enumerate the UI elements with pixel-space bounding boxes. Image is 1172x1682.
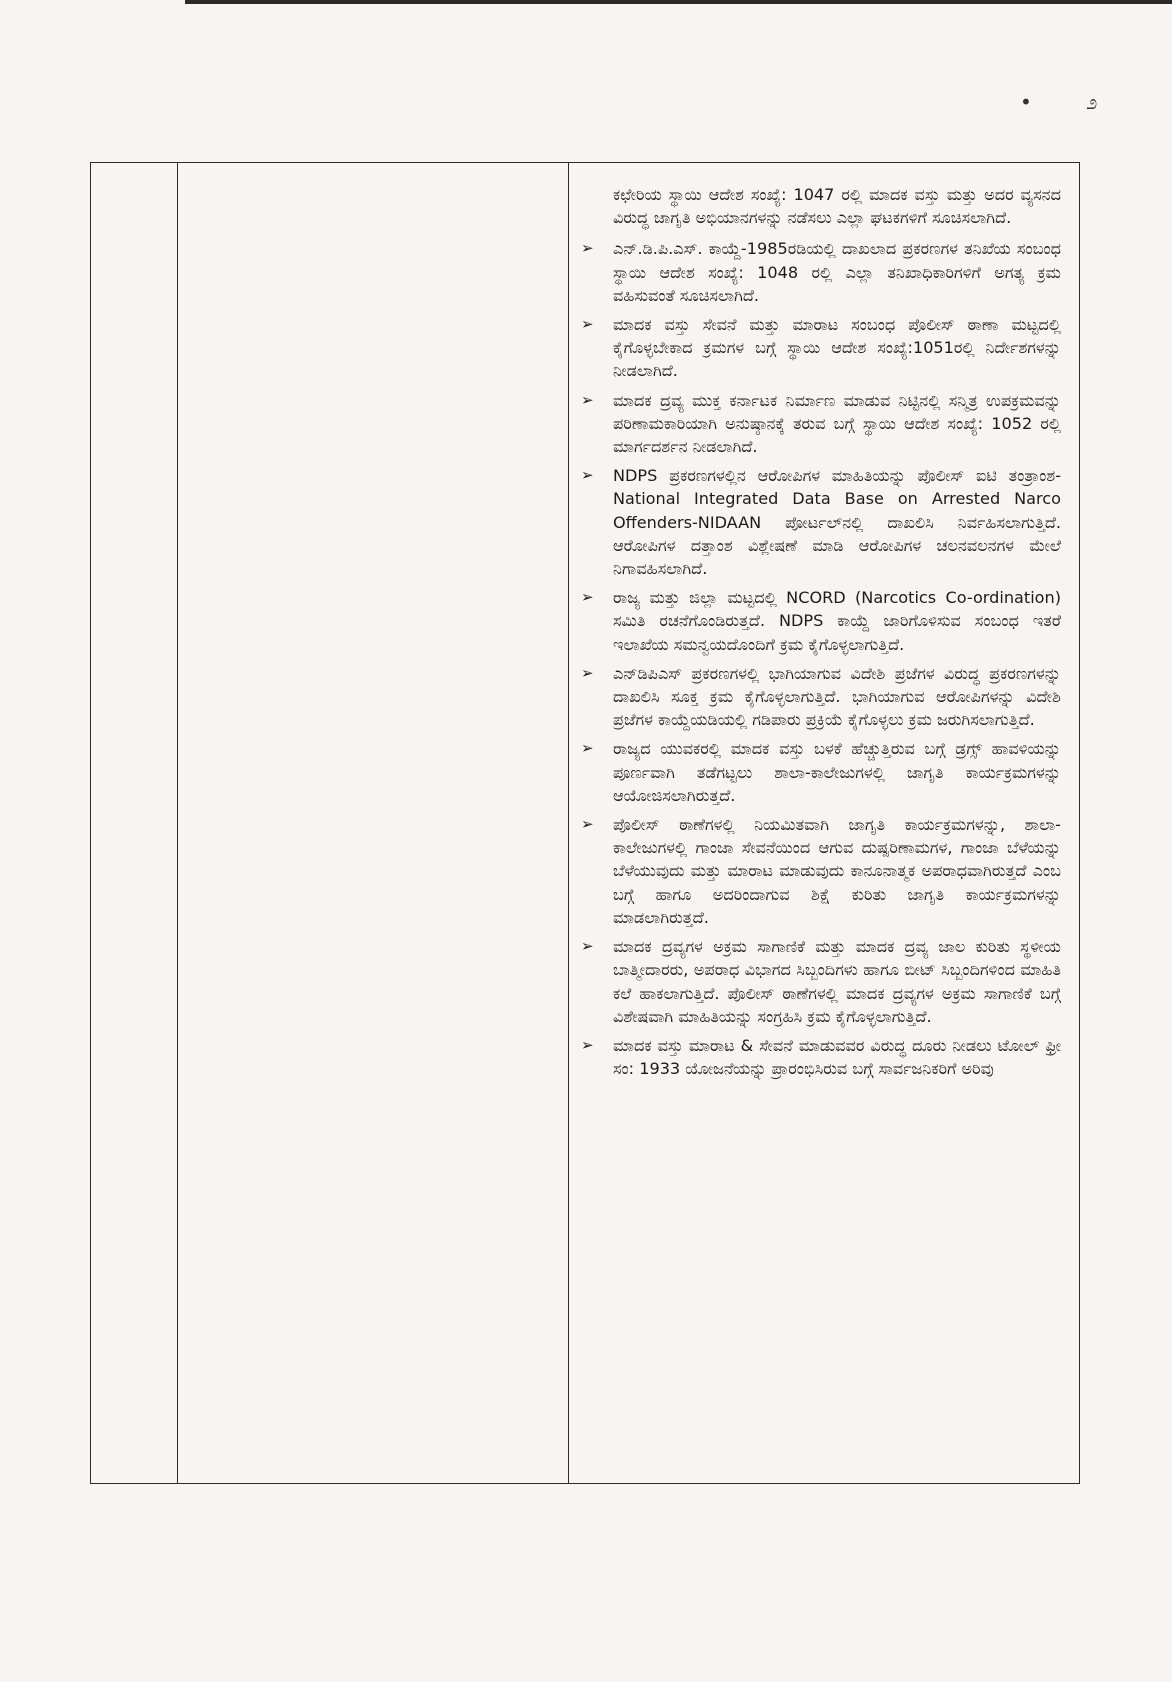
column-divider-2	[568, 163, 569, 1483]
bullet-item	[581, 813, 1061, 929]
arrow-bullet-icon: ➢	[581, 390, 594, 409]
bullet-item	[581, 737, 1061, 807]
bullet-text: ರಾಜ್ಯ ಮತ್ತು ಜಿಲ್ಲಾ ಮಟ್ಟದಲ್ಲಿ NCORD (Narcotics Co-ordination) ಸಮಿತಿ ರಚನೆಗೊಂಡಿರುತ್ತದೆ. NDPS ಕಾಯ್ದೆ ಜಾರಿಗೊಳಿಸುವ ಸಂಬಂಧ ಇತರೆ ಇಲಾಖೆಯ ಸಮನ್ವಯದೊಂದಿಗೆ ಕ್ರಮ ಕೈಗೊಳ್ಳಲಾಗುತ್ತಿದೆ.	[613, 588, 1061, 654]
arrow-bullet-icon: ➢	[581, 315, 594, 334]
bullet-text: ಎನ್.ಡಿ.ಪಿ.ಎಸ್. ಕಾಯ್ದೆ-1985ರಡಿಯಲ್ಲಿ ದಾಖಲಾದ ಪ್ರಕರಣಗಳ ತನಿಖೆಯ ಸಂಬಂಧ ಸ್ಥಾಯಿ ಆದೇಶ ಸಂಖ್ಯೆ: 1048 ರಲ್ಲಿ ಎಲ್ಲಾ ತನಿಖಾಧಿಕಾರಿಗಳಿಗೆ ಅಗತ್ಯ ಕ್ರಮ ವಹಿಸುವಂತೆ ಸೂಚಿಸಲಾಗಿದೆ.	[613, 239, 1061, 305]
arrow-bullet-icon: ➢	[581, 739, 594, 758]
bullet-text: ಮಾದಕ ವಸ್ತು ಮಾರಾಟ & ಸೇವನೆ ಮಾಡುವವರ ವಿರುದ್ಧ ದೂರು ನೀಡಲು ಟೋಲ್ ಫ್ರೀ ಸಂ: 1933 ಯೋಜನೆಯನ್ನು ಪ್ರಾರಂಭಿಸಿರುವ ಬಗ್ಗೆ ಸಾರ್ವಜನಿಕರಿಗೆ ಅರಿವು	[613, 1035, 1061, 1079]
bullet-item	[581, 935, 1061, 1028]
bullet-item	[581, 662, 1061, 732]
arrow-bullet-icon: ➢	[581, 815, 594, 834]
arrow-bullet-icon: ➢	[581, 937, 594, 956]
bullet-item	[581, 237, 1061, 307]
bullet-item	[581, 464, 1061, 580]
arrow-bullet-icon: ➢	[581, 466, 594, 485]
bullet-item	[581, 389, 1061, 459]
bullet-item	[581, 313, 1061, 383]
arrow-bullet-icon: ➢	[581, 663, 594, 682]
arrow-bullet-icon: ➢	[581, 1035, 594, 1054]
column-divider-1	[177, 163, 178, 1483]
bullet-text: ಮಾದಕ ದ್ರವ್ಯ ಮುಕ್ತ ಕರ್ನಾಟಕ ನಿರ್ಮಾಣ ಮಾಡುವ ನಿಟ್ಟಿನಲ್ಲಿ ಸನ್ಮಿತ್ರ ಉಪಕ್ರಮವನ್ನು ಪರಿಣಾಮಕಾರಿಯಾಗಿ ಅನುಷ್ಠಾನಕ್ಕೆ ತರುವ ಬಗ್ಗೆ ಸ್ಥಾಯಿ ಆದೇಶ ಸಂಖ್ಯೆ: 1052 ರಲ್ಲಿ ಮಾರ್ಗದರ್ಶನ ನೀಡಲಾಗಿದೆ.	[613, 390, 1061, 457]
page-number-mark: • ೨	[1020, 90, 1122, 114]
bullet-text: ಎನ್‌ಡಿಪಿಎಸ್ ಪ್ರಕರಣಗಳಲ್ಲಿ ಭಾಗಿಯಾಗುವ ವಿದೇಶಿ ಪ್ರಜೆಗಳ ವಿರುದ್ಧ ಪ್ರಕರಣಗಳನ್ನು ದಾಖಲಿಸಿ ಸೂಕ್ತ ಕ್ರಮ ಕೈಗೊಳ್ಳಲಾಗುತ್ತಿದೆ. ಭಾಗಿಯಾಗುವ ಆರೋಪಿಗಳನ್ನು ವಿದೇಶಿ ಪ್ರಜೆಗಳ ಕಾಯ್ದೆಯಡಿಯಲ್ಲಿ ಗಡಿಪಾರು ಪ್ರಕ್ರಿಯೆ ಕೈಗೊಳ್ಳಲು ಕ್ರಮ ಜರುಗಿಸಲಾಗುತ್ತಿದೆ.	[613, 663, 1061, 730]
bullet-text: ಮಾದಕ ವಸ್ತು ಸೇವನೆ ಮತ್ತು ಮಾರಾಟ ಸಂಬಂಧ ಪೊಲೀಸ್ ಠಾಣಾ ಮಟ್ಟದಲ್ಲಿ ಕೈಗೊಳ್ಳಬೇಕಾದ ಕ್ರಮಗಳ ಬಗ್ಗೆ ಸ್ಥಾಯಿ ಆದೇಶ ಸಂಖ್ಯೆ:1051ರಲ್ಲಿ ನಿರ್ದೇಶಗಳನ್ನು ನೀಡಲಾಗಿದೆ.	[613, 315, 1061, 381]
content-column	[581, 183, 1061, 1086]
arrow-bullet-icon: ➢	[581, 239, 594, 258]
document-table	[90, 162, 1080, 1484]
bullet-text: ಮಾದಕ ದ್ರವ್ಯಗಳ ಅಕ್ರಮ ಸಾಗಾಣಿಕೆ ಮತ್ತು ಮಾದಕ ದ್ರವ್ಯ ಜಾಲ ಕುರಿತು ಸ್ಥಳೀಯ ಬಾತ್ಮೀದಾರರು, ಅಪರಾಧ ವಿಭಾಗದ ಸಿಬ್ಬಂದಿಗಳು ಹಾಗೂ ಬೀಟ್ ಸಿಬ್ಬಂದಿಗಳಿಂದ ಮಾಹಿತಿ ಕಲೆ ಹಾಕಲಾಗುತ್ತಿದೆ. ಪೊಲೀಸ್ ಠಾಣೆಗಳಲ್ಲಿ ಮಾದಕ ದ್ರವ್ಯಗಳ ಅಕ್ರಮ ಸಾಗಾಣಿಕೆ ಬಗ್ಗೆ ವಿಶೇಷವಾಗಿ ಮಾಹಿತಿಯನ್ನು ಸಂಗ್ರಹಿಸಿ ಕ್ರಮ ಕೈಗೊಳ್ಳಲಾಗುತ್ತಿದೆ.	[613, 937, 1061, 1026]
bullet-text: ರಾಜ್ಯದ ಯುವಕರಲ್ಲಿ ಮಾದಕ ವಸ್ತು ಬಳಕೆ ಹೆಚ್ಚುತ್ತಿರುವ ಬಗ್ಗೆ ಡ್ರಗ್ಸ್ ಹಾವಳಿಯನ್ನು ಪೂರ್ಣವಾಗಿ ತಡೆಗಟ್ಟಲು ಶಾಲಾ-ಕಾಲೇಜುಗಳಲ್ಲಿ ಜಾಗೃತಿ ಕಾರ್ಯಕ್ರಮಗಳನ್ನು ಆಯೋಜಿಸಲಾಗಿರುತ್ತದೆ.	[613, 739, 1061, 805]
continuation-paragraph: ಕಛೇರಿಯ ಸ್ಥಾಯಿ ಆದೇಶ ಸಂಖ್ಯೆ: 1047 ರಲ್ಲಿ ಮಾದಕ ವಸ್ತು ಮತ್ತು ಅದರ ವ್ಯಸನದ ವಿರುದ್ಧ ಜಾಗೃತಿ ಅಭಿಯಾನಗಳನ್ನು ನಡೆಸಲು ಎಲ್ಲಾ ಘಟಕಗಳಿಗೆ ಸೂಚಿಸಲಾಗಿದೆ.	[613, 185, 1061, 228]
bullet-item	[581, 586, 1061, 656]
bullet-text: ಪೊಲೀಸ್ ಠಾಣೆಗಳಲ್ಲಿ ನಿಯಮಿತವಾಗಿ ಜಾಗೃತಿ ಕಾರ್ಯಕ್ರಮಗಳನ್ನು, ಶಾಲಾ-ಕಾಲೇಜುಗಳಲ್ಲಿ ಗಾಂಜಾ ಸೇವನೆಯಿಂದ ಆಗುವ ದುಷ್ಪರಿಣಾಮಗಳ, ಗಾಂಜಾ ಬೆಳೆಯನ್ನು ಬೆಳೆಯುವುದು ಮತ್ತು ಮಾರಾಟ ಮಾಡುವುದು ಕಾನೂನಾತ್ಮಕ ಅಪರಾಧವಾಗಿರುತ್ತದೆ ಎಂಬ ಬಗ್ಗೆ ಹಾಗೂ ಅದರಿಂದಾಗುವ ಶಿಕ್ಷೆ ಕುರಿತು ಜಾಗೃತಿ ಕಾರ್ಯಕ್ರಮಗಳನ್ನು ಮಾಡಲಾಗಿರುತ್ತದೆ.	[613, 815, 1061, 927]
arrow-bullet-icon: ➢	[581, 588, 594, 607]
top-border-line	[185, 0, 1172, 4]
bullet-text: NDPS ಪ್ರಕರಣಗಳಲ್ಲಿನ ಆರೋಪಿಗಳ ಮಾಹಿತಿಯನ್ನು ಪೊಲೀಸ್ ಐಟಿ ತಂತ್ರಾಂಶ-National Integrated Data Base on Arrested Narco Offenders-NIDAAN ಪೋರ್ಟಲ್‌ನಲ್ಲಿ ದಾಖಲಿಸಿ ನಿರ್ವಹಿಸಲಾಗುತ್ತಿದೆ. ಆರೋಪಿಗಳ ದತ್ತಾಂಶ ವಿಶ್ಲೇಷಣೆ ಮಾಡಿ ಆರೋಪಿಗಳ ಚಲನವಲನಗಳ ಮೇಲೆ ನಿಗಾವಹಿಸಲಾಗಿದೆ.	[613, 466, 1061, 579]
bullet-item	[581, 1034, 1061, 1080]
